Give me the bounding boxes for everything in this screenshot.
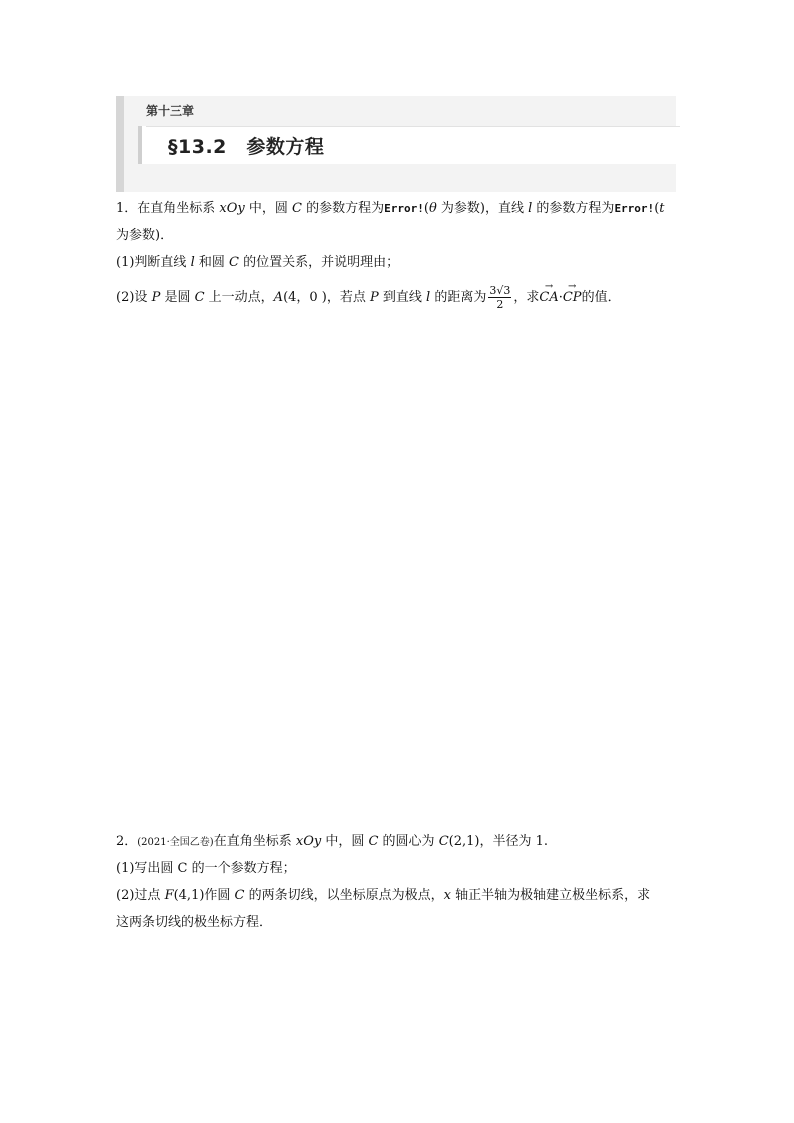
q2-part1: (1)写出圆 C 的一个参数方程； bbox=[116, 861, 296, 876]
q1-text: (2)设 bbox=[116, 290, 152, 305]
error-placeholder: Error! bbox=[614, 202, 655, 215]
q2-text: 轴正半轴为极轴建立极坐标系，求 bbox=[450, 888, 651, 903]
q1-var: C bbox=[292, 201, 302, 216]
q1-text: ，求 bbox=[513, 290, 540, 305]
q2-line3: 这两条切线的极坐标方程． bbox=[116, 915, 273, 930]
q2-var: C bbox=[438, 834, 449, 849]
q1-var: C bbox=[229, 255, 239, 270]
error-placeholder: Error! bbox=[384, 202, 424, 215]
q1-text: 中，圆 bbox=[244, 201, 293, 216]
q1-line1 bbox=[116, 200, 665, 218]
q2-number: 2． bbox=[116, 834, 138, 849]
q1-text: 的位置关系，并说明理由； bbox=[238, 255, 400, 270]
chapter-label: 第十三章 bbox=[146, 104, 195, 118]
q1-var: C bbox=[194, 290, 205, 305]
q1-text: 上一动点， bbox=[204, 290, 274, 305]
q1-var: P bbox=[370, 290, 379, 305]
q2-var: C bbox=[234, 888, 245, 903]
fraction-numerator: 3√3 bbox=[489, 284, 511, 297]
q1-part2 bbox=[116, 284, 621, 311]
q2-var: C bbox=[368, 834, 379, 849]
q2-text: (2)过点 bbox=[116, 888, 165, 903]
q1-text: (4，0 )，若点 bbox=[283, 290, 371, 305]
q1-text: ( bbox=[423, 201, 429, 216]
q1-text: (1)判断直线 bbox=[116, 255, 191, 270]
q1-text: 的参数方程为 bbox=[301, 201, 385, 216]
q1-text: 为参数)，直线 bbox=[436, 201, 529, 216]
q1-var: l bbox=[190, 255, 195, 270]
q1-var: l bbox=[528, 201, 533, 216]
q1-line2: 为参数)． bbox=[116, 228, 174, 243]
dot-operator: · bbox=[558, 290, 563, 305]
q1-var: t bbox=[659, 201, 665, 216]
header-accent-bar bbox=[116, 96, 124, 192]
fraction bbox=[488, 284, 511, 311]
q2-line1 bbox=[116, 833, 548, 852]
q1-text: 在直角坐标系 bbox=[137, 201, 220, 216]
q2-text: (4,1)作圆 bbox=[173, 888, 235, 903]
q2-source: (2021·全国乙卷) bbox=[137, 837, 214, 848]
section-title: §13.2 参数方程 bbox=[168, 136, 325, 158]
q1-number: 1． bbox=[116, 201, 138, 216]
q1-var: l bbox=[426, 290, 431, 305]
q2-text: 在直角坐标系 bbox=[213, 834, 296, 849]
q1-var: θ bbox=[428, 201, 437, 216]
q1-text: 的参数方程为 bbox=[532, 201, 615, 216]
q1-text: 是圆 bbox=[160, 290, 195, 305]
chapter-header bbox=[116, 96, 676, 192]
q1-var: A bbox=[273, 290, 284, 305]
q2-text: 的圆心为 bbox=[378, 834, 439, 849]
q1-text: ( bbox=[654, 201, 660, 216]
q2-text: 的两条切线，以坐标原点为极点， bbox=[244, 888, 444, 903]
q2-text: 中，圆 bbox=[321, 834, 369, 849]
q1-text: 和圆 bbox=[194, 255, 229, 270]
q1-var: P bbox=[151, 290, 161, 305]
title-box-divider bbox=[146, 126, 680, 127]
vector-ca: → CA bbox=[539, 289, 558, 307]
q2-text: (2,1)，半径为 1. bbox=[448, 834, 548, 849]
q1-text: 到直线 bbox=[378, 290, 427, 305]
q1-text: 的距离为 bbox=[430, 290, 487, 305]
q1-var: xOy bbox=[219, 201, 245, 216]
fraction-denominator: 2 bbox=[496, 298, 504, 311]
q2-var: x bbox=[443, 888, 451, 903]
section-title-box bbox=[138, 126, 680, 164]
q2-var: xOy bbox=[295, 834, 322, 849]
q2-part2 bbox=[116, 887, 650, 905]
q1-text: 的值． bbox=[581, 290, 621, 305]
q2-var: F bbox=[164, 888, 174, 903]
vector-cp: → CP bbox=[563, 289, 582, 307]
q1-part1 bbox=[116, 254, 399, 272]
